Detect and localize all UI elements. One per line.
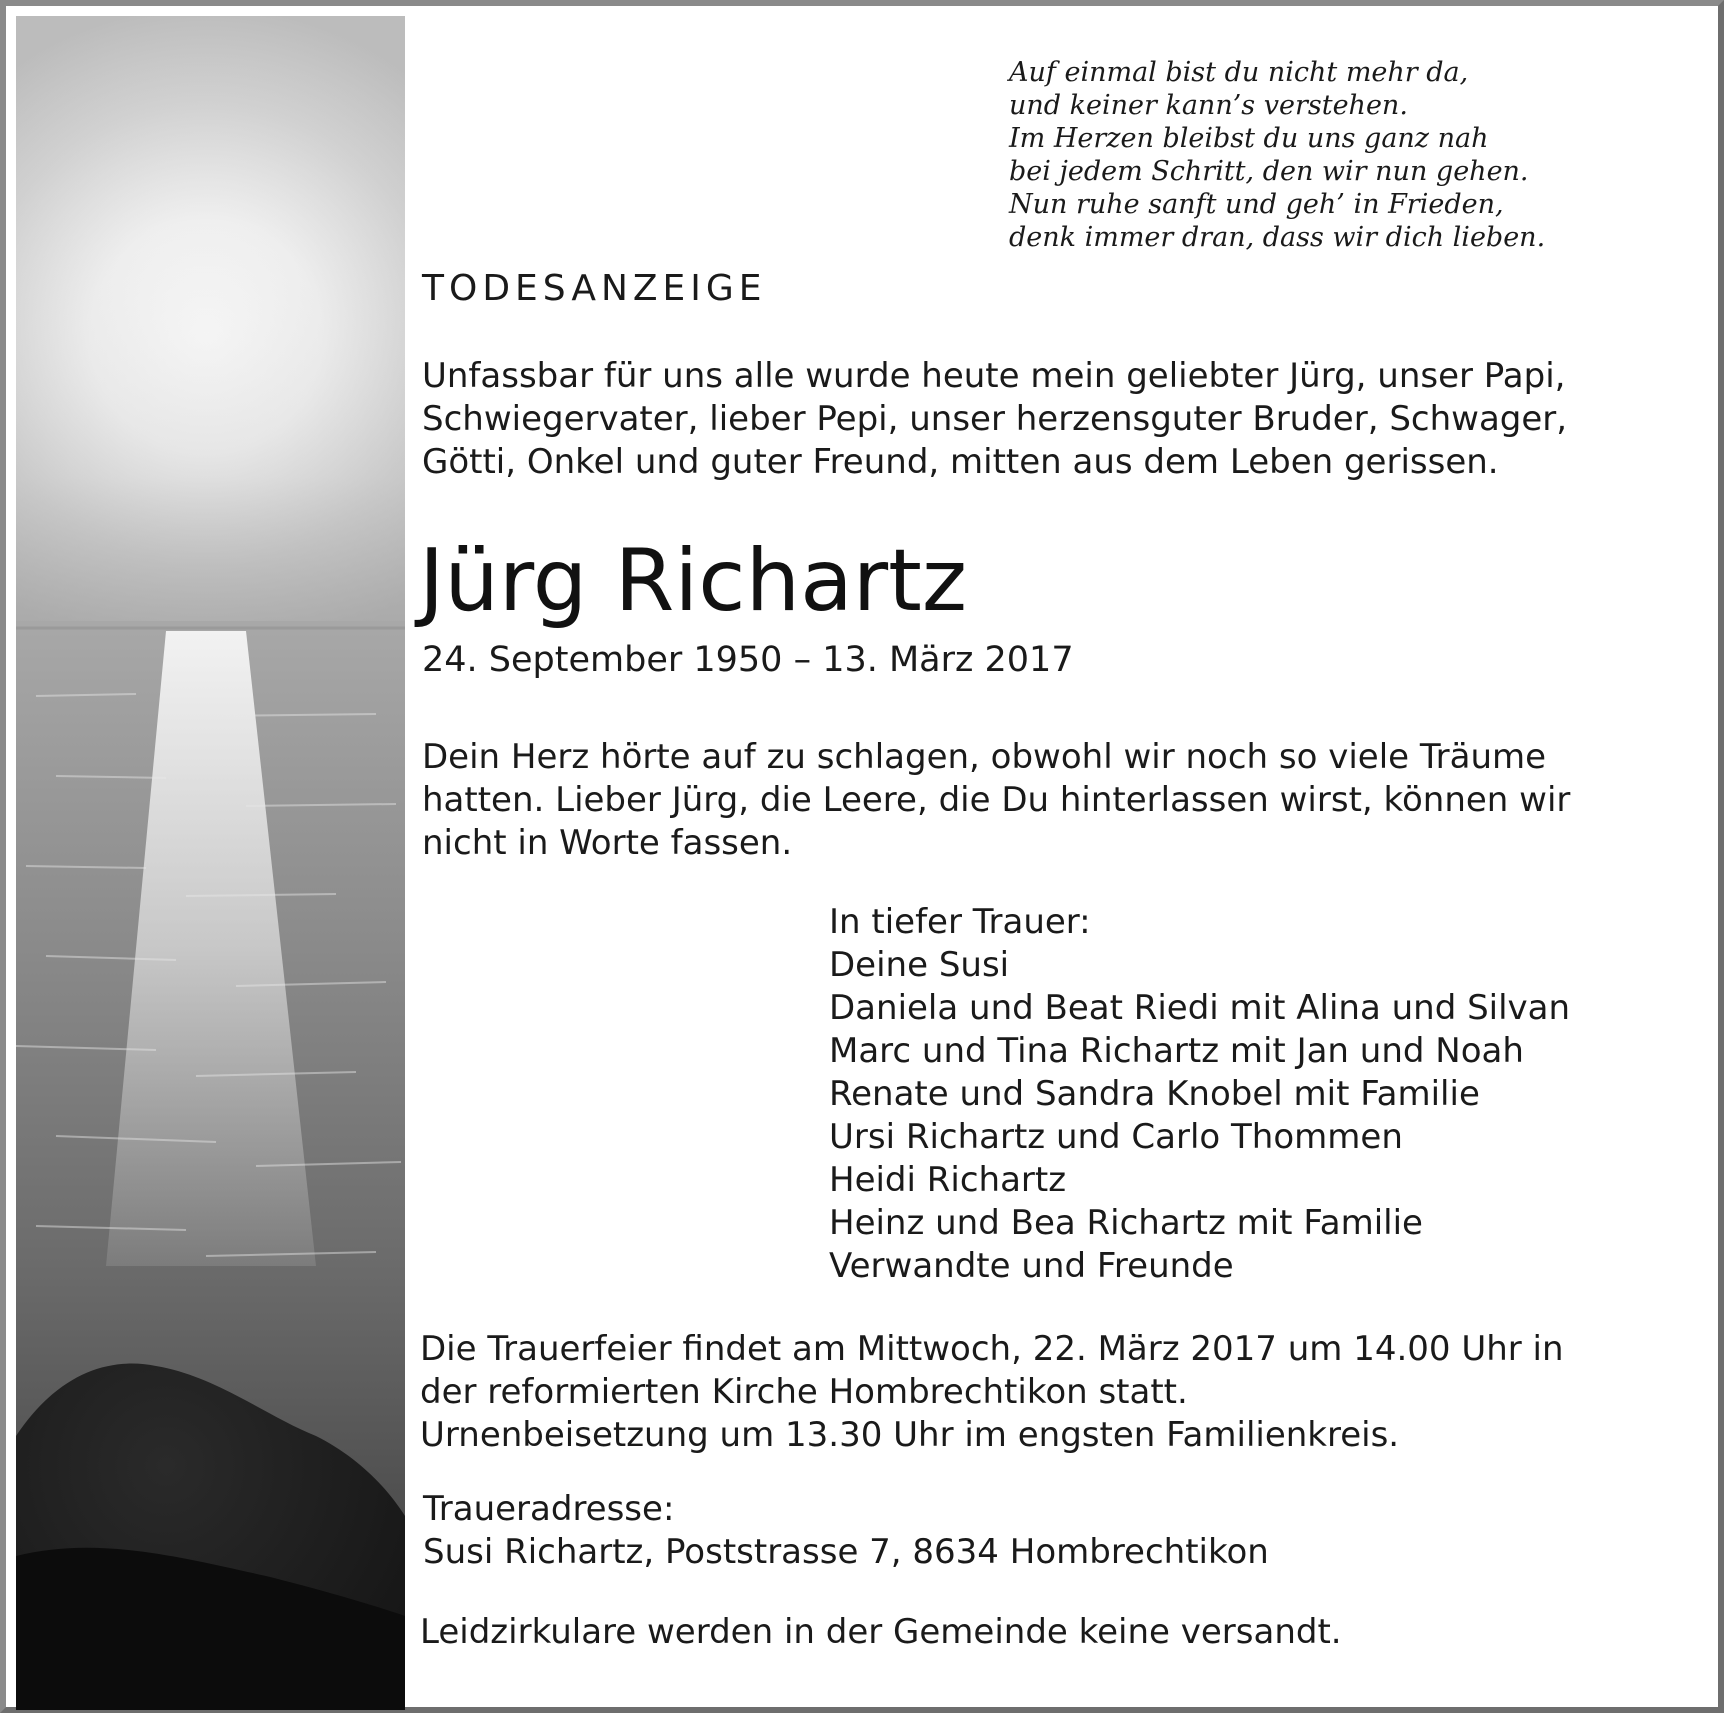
- tribute-line: hatten. Lieber Jürg, die Leere, die Du hinterlassen wirst, können wir: [422, 780, 1571, 820]
- poem-line: denk immer dran, dass wir dich lieben.: [1009, 222, 1546, 253]
- poem-line: Im Herzen bleibst du uns ganz nah: [1009, 123, 1489, 154]
- service-line: Urnenbeisetzung um 13.30 Uhr im engsten Familienkreis.: [420, 1415, 1400, 1455]
- poem-line: Auf einmal bist du nicht mehr da,: [1009, 57, 1469, 88]
- sea-sunset-photo: [16, 16, 405, 1710]
- sea-sunset-image: [16, 16, 405, 1710]
- circular-notice: Leidzirkulare werden in der Gemeinde keine versandt.: [420, 1612, 1342, 1652]
- poem-line: und keiner kann’s verstehen.: [1009, 90, 1408, 121]
- poem: [1009, 56, 1569, 254]
- address-value: Susi Richartz, Poststrasse 7, 8634 Hombrechtikon: [423, 1532, 1269, 1572]
- service-info: [420, 1328, 1670, 1457]
- intro-paragraph: [422, 355, 1672, 484]
- life-dates: 24. September 1950 – 13. März 2017: [422, 640, 1074, 680]
- obituary-content: [419, 6, 1719, 1719]
- poem-line: Nun ruhe sanft und geh’ in Frieden,: [1009, 189, 1504, 220]
- mourning-address: [423, 1488, 1269, 1574]
- service-line: der reformierten Kirche Hombrechtikon statt.: [420, 1372, 1188, 1412]
- poem-line: bei jedem Schritt, den wir nun gehen.: [1009, 156, 1529, 187]
- mourner-entry: Ursi Richartz und Carlo Thommen: [829, 1117, 1403, 1157]
- mourners-heading: In tiefer Trauer:: [829, 902, 1091, 942]
- mourner-entry: Marc und Tina Richartz mit Jan und Noah: [829, 1031, 1524, 1071]
- mourner-entry: Deine Susi: [829, 945, 1010, 985]
- mourners-list: [829, 901, 1570, 1288]
- service-line: Die Trauerfeier findet am Mittwoch, 22. März 2017 um 14.00 Uhr in: [420, 1329, 1564, 1369]
- address-label: Traueradresse:: [423, 1489, 675, 1529]
- intro-line: Schwiegervater, lieber Pepi, unser herzensguter Bruder, Schwager,: [422, 399, 1568, 439]
- mourner-entry: Heidi Richartz: [829, 1160, 1067, 1200]
- intro-line: Götti, Onkel und guter Freund, mitten aus dem Leben gerissen.: [422, 442, 1499, 482]
- mourner-entry: Renate und Sandra Knobel mit Familie: [829, 1074, 1480, 1114]
- deceased-name: Jürg Richartz: [419, 531, 967, 631]
- tribute-line: Dein Herz hörte auf zu schlagen, obwohl wir noch so viele Träume: [422, 737, 1547, 777]
- intro-line: Unfassbar für uns alle wurde heute mein geliebter Jürg, unser Papi,: [422, 356, 1566, 396]
- tribute-line: nicht in Worte fassen.: [422, 823, 793, 863]
- mourner-entry: Verwandte und Freunde: [829, 1246, 1234, 1286]
- heading: TODESANZEIGE: [422, 268, 767, 309]
- mourner-entry: Heinz und Bea Richartz mit Familie: [829, 1203, 1423, 1243]
- mourner-entry: Daniela und Beat Riedi mit Alina und Silvan: [829, 988, 1571, 1028]
- tribute-paragraph: [422, 736, 1672, 865]
